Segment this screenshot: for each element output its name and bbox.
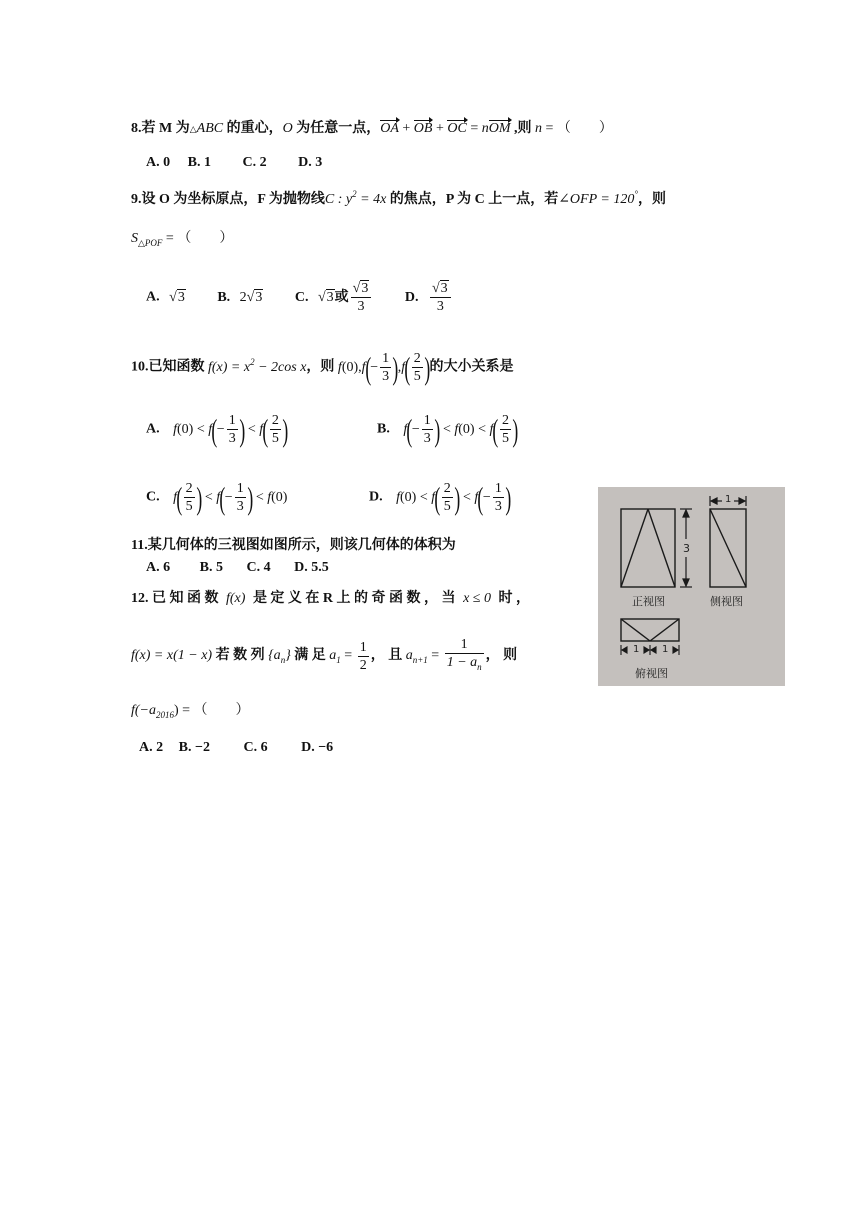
q9-option-c: √3或 $\frac{√3}{3}$ (318, 290, 373, 305)
q10-stem: 10.已知函数 $f(x) = x^2 - 2\cos$ x，则 f(0),f(− $\frac{1}{3}$ ),f( $\frac{2}{5}$ )的大小关系是 (131, 349, 514, 386)
q9-option-a: √3 (169, 289, 185, 305)
q8-option-c: C. 2 (242, 155, 267, 170)
height-label: 3 (683, 542, 690, 555)
top-left-label: 1 (633, 644, 640, 655)
q10-option-d: D. f(0) < f( $\frac{2}{5}$ ) < f(− $\frac{1}{3}$ ) (369, 479, 512, 516)
q10-option-c: C. f( $\frac{2}{5}$ ) < f(− $\frac{1}{3}$ ) < f(0) (146, 479, 288, 516)
q12-question: $f(-a_{2016})$ = （ ） (131, 703, 250, 720)
q12-options: A. 2 B. −2 C. 6 D. −6 (139, 740, 334, 755)
q8-options (146, 153, 322, 173)
parabola-eq: C : $y^2 = 4x$ (324, 189, 387, 207)
q10-function: $f(x) = x^2 - 2\cos$ x (208, 356, 307, 375)
q9-stem: 9.设 O 为坐标原点，F 为抛物线C : $y^2 = 4x$ 的焦点，P 为 C 上一点，若∠OFP = 120°，则 (131, 189, 666, 207)
three-view-figure (598, 487, 785, 686)
q9-area: $S_{\triangle POF}$ = （ ） (131, 231, 234, 248)
q10-option-b: B. f(− $\frac{1}{3}$ ) < f(0) < f( $\frac{2}{5}$ ) (377, 411, 519, 448)
q11-options: A. 6 B. 5 C. 4 D. 5.5 (146, 560, 329, 575)
q12-stem: 12. 已 知 函 数 f(x) 是 定 义 在 R 上 的 奇 函 数 ， 当 x ≤ 0 时 ， (131, 591, 530, 606)
top-dimension (621, 645, 679, 655)
top-view-label: 俯视图 (635, 667, 668, 680)
q9-option-b: 2√3 (239, 289, 263, 305)
top-right-label: 1 (662, 644, 669, 655)
q10-option-a: A. f(0) < f(− $\frac{1}{3}$ ) < f( $\frac{2}{5}$ ) (146, 411, 289, 448)
q10-values: f(0),f(− $\frac{1}{3}$ ),f( $\frac{2}{5}$ ) (337, 349, 431, 386)
q9-option-d: $\frac{√3}{3}$ (428, 290, 453, 305)
vector-sum: OA + OB + OC = nOM (380, 121, 510, 136)
q12-definition: f(x) = x(1 − x) 若 数 列 $\{a_n\}$ 满 足 $a_1$ = $\frac{1}{2}$ ， 且 $a_{n+1}$ = $\frac{1}{1 - a_n}$ ， 则 (131, 637, 518, 673)
side-view-label: 侧视图 (710, 595, 743, 608)
q8-option-a: A. 0 (146, 155, 171, 170)
three-view-drawing (598, 487, 785, 686)
front-view (621, 509, 675, 587)
top-view (621, 619, 679, 641)
q8-option-b: B. 1 (187, 155, 211, 170)
q8-stem: 8.若 M 为△ABC 的重心，O 为任意一点，OA + OB + OC = nOM ,则 n = （ ） (131, 119, 613, 139)
q11-stem: 11.某几何体的三视图如图所示，则该几何体的体积为 (131, 538, 456, 553)
q8-option-d: D. 3 (298, 155, 323, 170)
width-label: 1 (725, 494, 732, 505)
side-view (710, 509, 746, 587)
q9-options: A. √3 B. 2√3 C. √3或 $\frac{√3}{3}$ D. $\frac{√3}{3}$ (146, 280, 453, 320)
front-view-label: 正视图 (632, 595, 665, 608)
